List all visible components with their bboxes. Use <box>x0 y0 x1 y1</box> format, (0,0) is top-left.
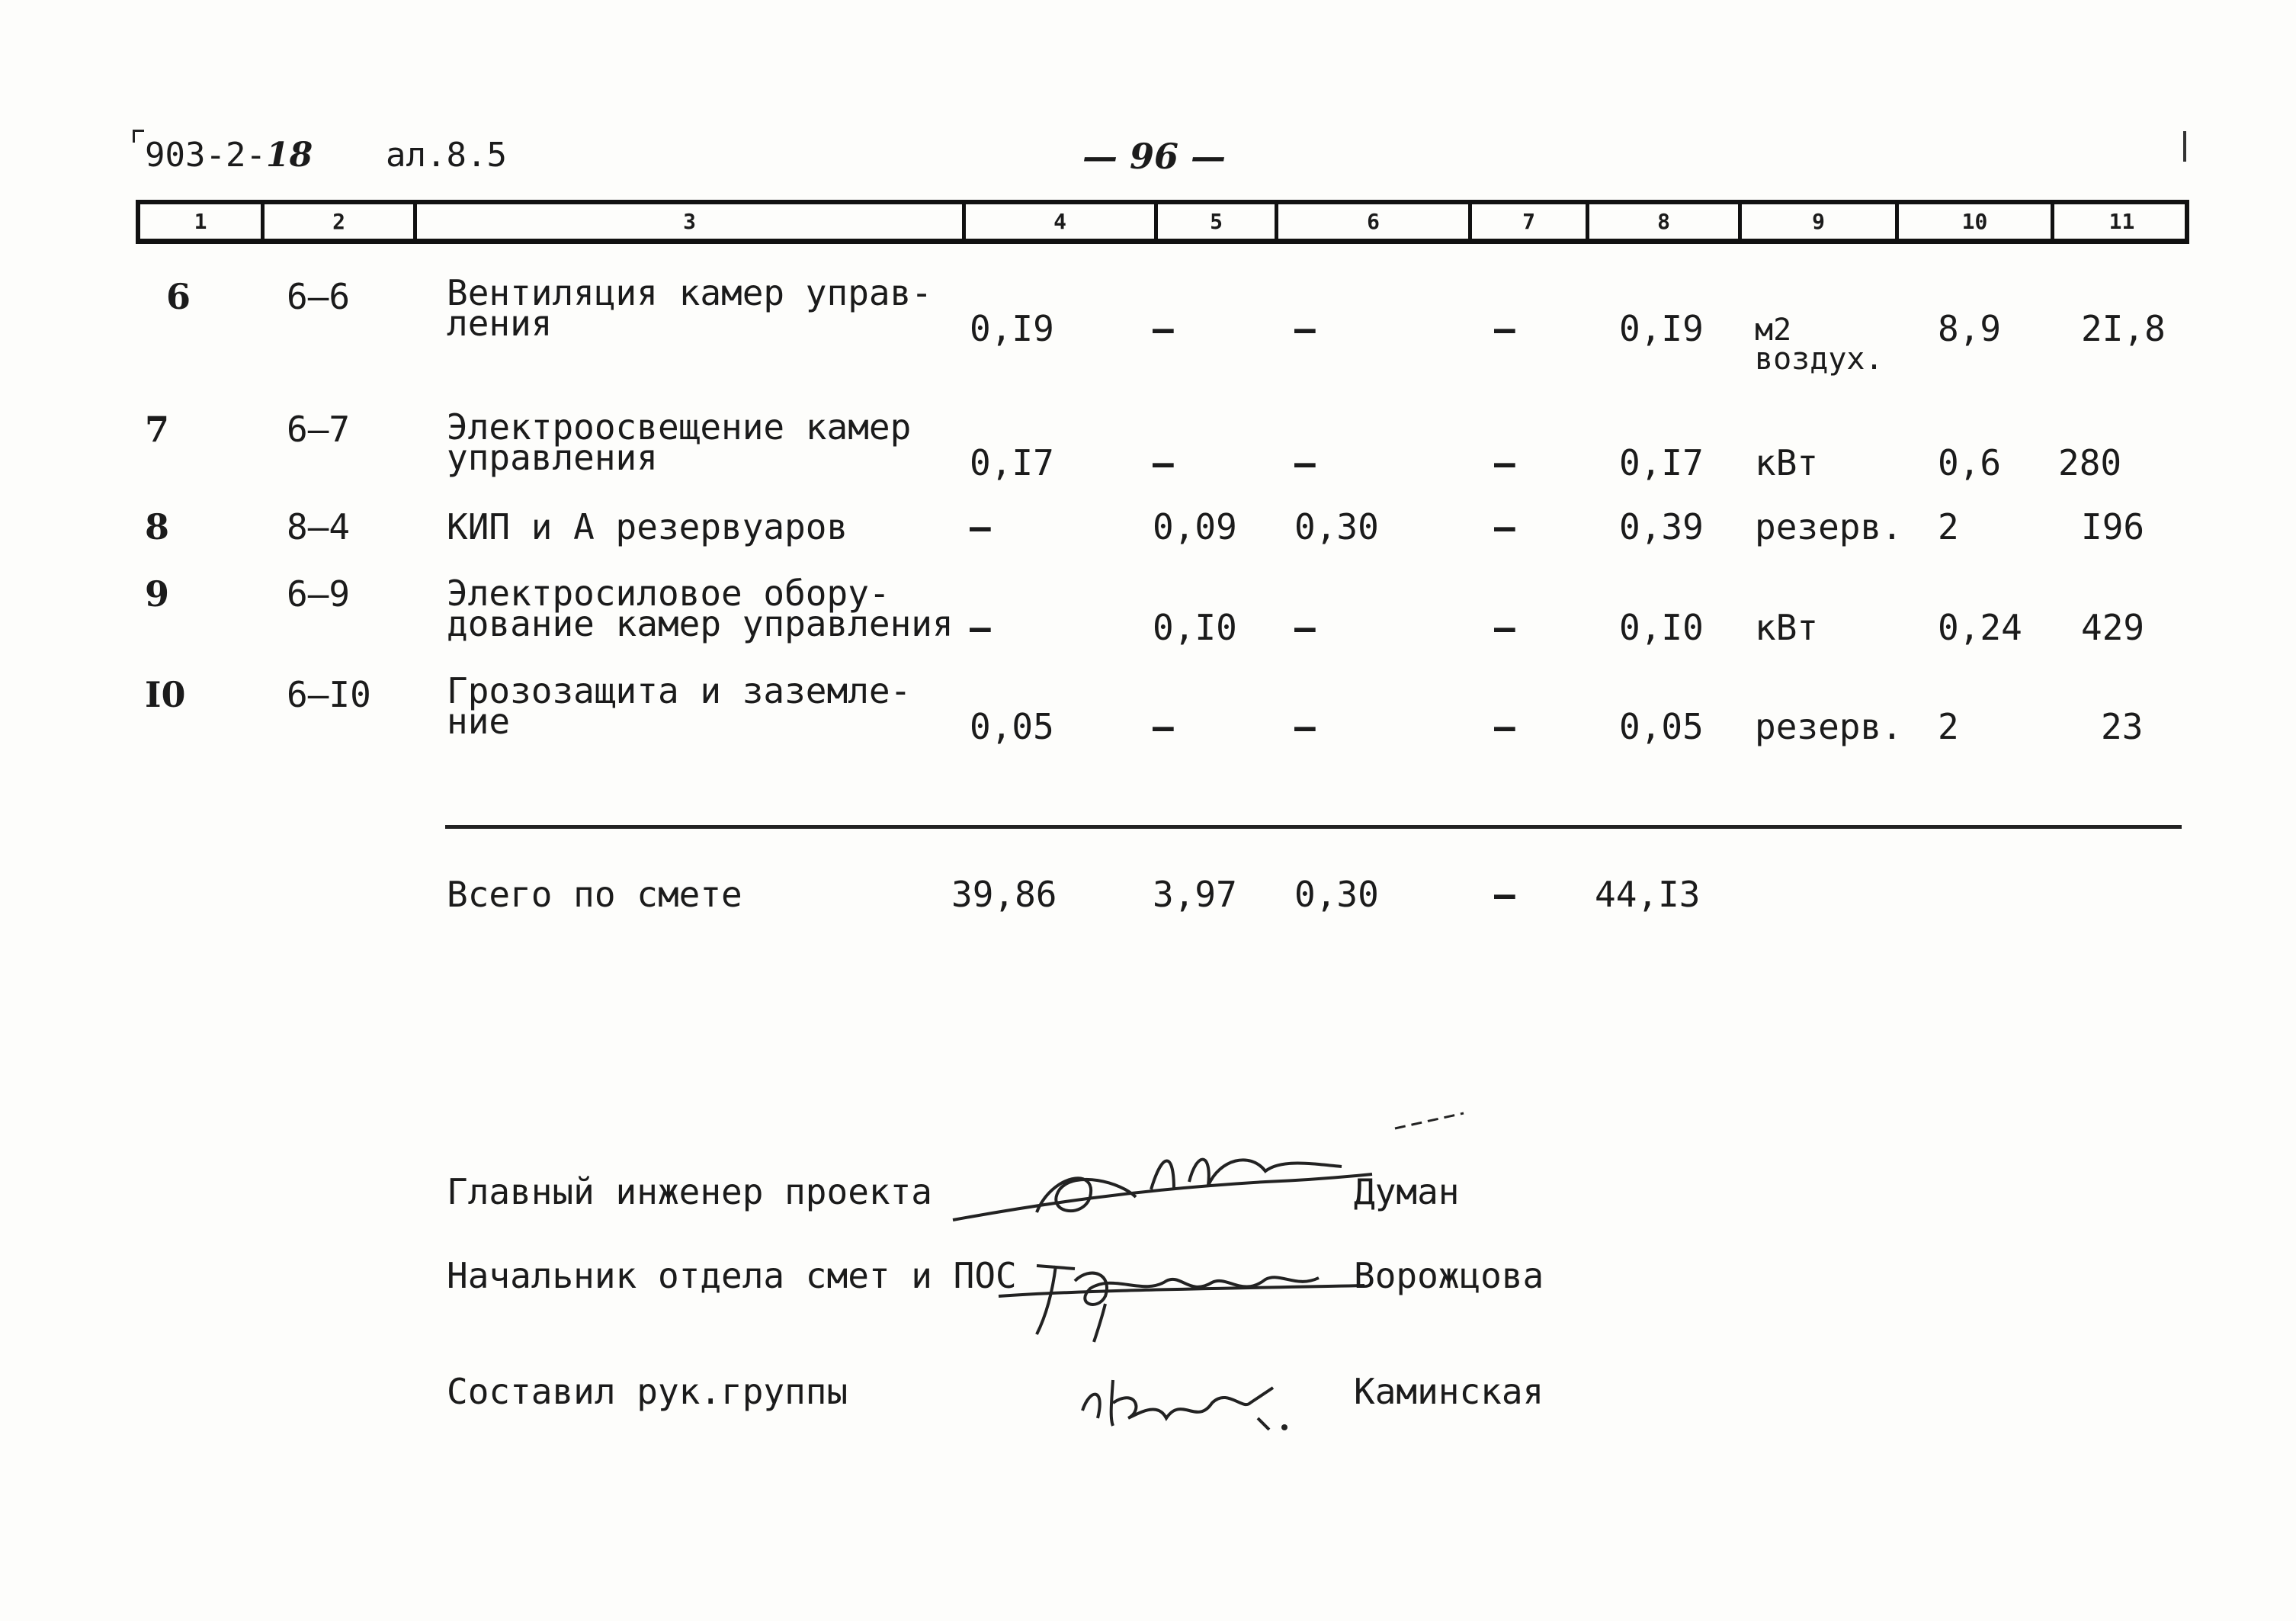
row-name-line: Грозозащита и заземле- <box>447 670 912 711</box>
total-separator-line <box>445 825 2182 829</box>
row-code: 6–9 <box>287 573 351 615</box>
album-number: ал.8.5 <box>386 136 507 175</box>
total-col7: – <box>1494 874 1515 915</box>
row-col11: 2I,8 <box>2081 308 2166 349</box>
column-header-7: 7 <box>1468 204 1586 239</box>
row-col4: 0,I9 <box>970 308 1054 349</box>
column-header-11: 11 <box>2051 204 2189 239</box>
row-number: I0 <box>145 674 186 715</box>
row-col5: 0,09 <box>1153 506 1237 547</box>
row-name-line: Электросиловое обору- <box>447 573 890 614</box>
row-unit: кВт <box>1755 607 1819 648</box>
row-name-line: дование камер управления <box>447 603 954 644</box>
row-name-line: Электроосвещение камер <box>447 406 912 448</box>
row-name-line: управления <box>447 437 658 478</box>
row-code: 6–I0 <box>287 674 371 715</box>
row-unit <box>1755 313 1884 377</box>
row-col11: I96 <box>2081 506 2145 547</box>
column-header-2: 2 <box>261 204 413 239</box>
total-col5: 3,97 <box>1153 874 1237 915</box>
column-header-10: 10 <box>1895 204 2051 239</box>
column-header-8: 8 <box>1586 204 1738 239</box>
row-col6: – <box>1294 442 1316 483</box>
row-col5: – <box>1153 442 1174 483</box>
row-col8: 0,I9 <box>1619 308 1704 349</box>
row-col6: – <box>1294 308 1316 349</box>
row-col10: 8,9 <box>1938 308 2002 349</box>
row-col5: – <box>1153 706 1174 747</box>
row-unit: кВт <box>1755 442 1819 483</box>
row-col11: 280 <box>2058 442 2122 483</box>
row-unit-line: м2 <box>1755 313 1792 348</box>
signature-name: Каминская <box>1354 1371 1544 1412</box>
doc-code-handwritten: 18 <box>265 136 313 175</box>
row-col6: – <box>1294 706 1316 747</box>
row-name-line: Вентиляция камер управ- <box>447 272 932 313</box>
total-label: Всего по смете <box>447 874 742 915</box>
row-name: КИП и А резервуаров <box>447 506 848 547</box>
signature-title: Начальник отдела смет и ПОС <box>447 1255 1017 1296</box>
right-edge-mark <box>2183 131 2186 162</box>
doc-code-prefix: 903-2- <box>145 136 266 175</box>
row-unit: резерв. <box>1755 506 1903 547</box>
row-name <box>447 670 912 742</box>
handwritten-signature <box>1067 1357 1311 1441</box>
signature-name: Думан <box>1354 1171 1460 1212</box>
row-col11: 23 <box>2101 706 2144 747</box>
total-col4: 39,86 <box>951 874 1057 915</box>
row-name-line: ние <box>447 701 511 742</box>
row-unit-line: воздух. <box>1755 342 1884 377</box>
row-col10: 0,24 <box>1938 607 2022 648</box>
row-number: 6 <box>166 276 191 317</box>
signature-title: Главный инженер проекта <box>447 1171 932 1212</box>
row-col4: – <box>970 607 991 648</box>
row-col7: – <box>1494 442 1515 483</box>
row-col4: 0,05 <box>970 706 1054 747</box>
row-name <box>447 406 912 478</box>
row-col10: 0,6 <box>1938 442 2002 483</box>
row-col6: 0,30 <box>1294 506 1379 547</box>
row-col7: – <box>1494 506 1515 547</box>
row-col6: – <box>1294 607 1316 648</box>
row-col11: 429 <box>2081 607 2145 648</box>
column-header-row <box>136 200 2189 244</box>
row-col8: 0,05 <box>1619 706 1704 747</box>
row-number: 8 <box>145 506 170 547</box>
column-header-4: 4 <box>962 204 1154 239</box>
row-col10: 2 <box>1938 506 1959 547</box>
handwritten-signature <box>991 1235 1372 1350</box>
row-name <box>447 573 954 644</box>
row-name <box>447 272 932 344</box>
row-col8: 0,I0 <box>1619 607 1704 648</box>
row-code: 6–6 <box>287 276 351 317</box>
row-col7: – <box>1494 706 1515 747</box>
row-col7: – <box>1494 607 1515 648</box>
signature-name: Ворожцова <box>1354 1255 1544 1296</box>
row-name-line: ления <box>447 303 553 344</box>
row-number: 9 <box>145 573 170 615</box>
total-col6: 0,30 <box>1294 874 1379 915</box>
row-code: 8–4 <box>287 506 351 547</box>
doc-code <box>145 136 313 175</box>
column-header-6: 6 <box>1275 204 1468 239</box>
row-col5: – <box>1153 308 1174 349</box>
row-unit: резерв. <box>1755 706 1903 747</box>
column-header-1: 1 <box>194 209 207 234</box>
column-header-5: 5 <box>1154 204 1275 239</box>
row-col8: 0,I7 <box>1619 442 1704 483</box>
page-number: — 96 — <box>1082 136 1227 177</box>
column-header-3: 3 <box>413 204 962 239</box>
row-code: 6–7 <box>287 409 351 450</box>
signature-title: Составил рук.группы <box>447 1371 848 1412</box>
row-number: 7 <box>145 409 170 450</box>
row-col10: 2 <box>1938 706 1959 747</box>
row-col4: 0,I7 <box>970 442 1054 483</box>
total-col8: 44,I3 <box>1595 874 1701 915</box>
header-corner-mark <box>133 130 144 143</box>
row-col7: – <box>1494 308 1515 349</box>
row-col5: 0,I0 <box>1153 607 1237 648</box>
row-col4: – <box>970 506 991 547</box>
column-header-9: 9 <box>1738 204 1895 239</box>
row-col8: 0,39 <box>1619 506 1704 547</box>
